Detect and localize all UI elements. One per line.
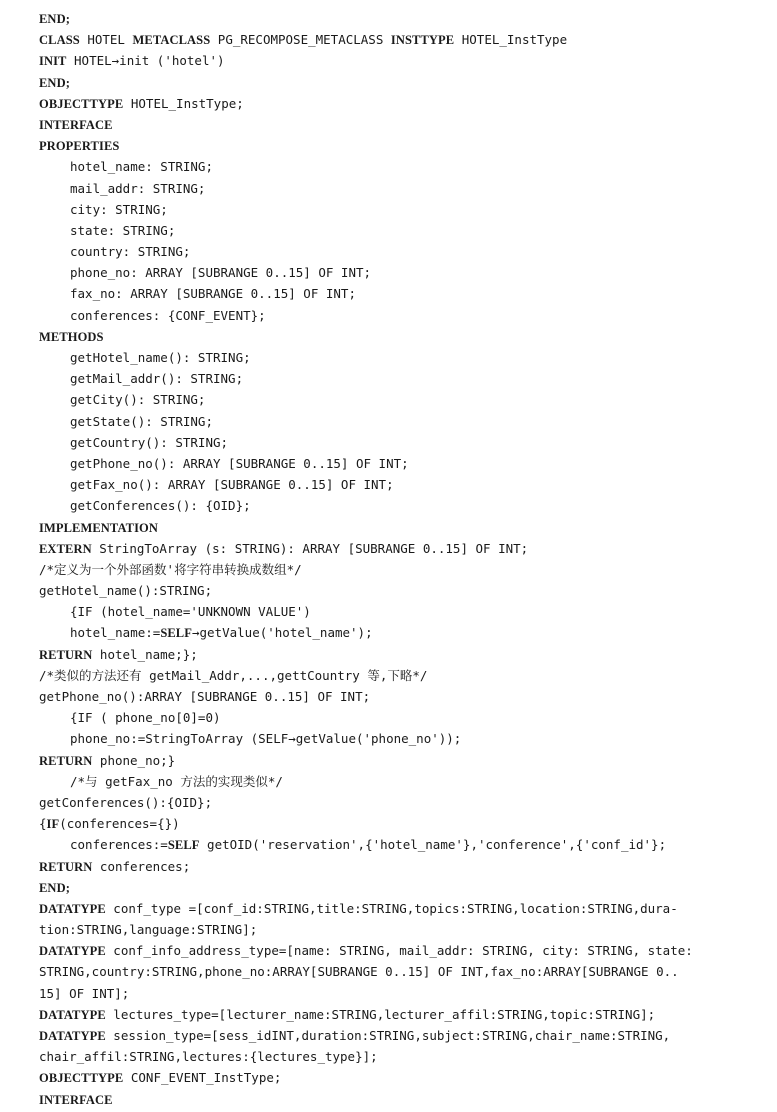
- code-line: [39, 178, 755, 199]
- code-text: getConferences(): {OID};: [70, 498, 251, 514]
- code-line: [39, 8, 755, 29]
- keyword: SELF: [167, 838, 200, 853]
- code-line: [39, 389, 755, 410]
- code-line: [39, 919, 755, 940]
- code-line: [39, 771, 755, 792]
- code-line: [39, 580, 755, 601]
- code-text: STRING,country:STRING,phone_no:ARRAY[SUBRANGE 0..15] OF INT,fax_no:ARRAY[SUBRANGE 0..: [39, 964, 679, 980]
- keyword: INSTTYPE: [390, 33, 455, 48]
- code-text: tion:STRING,language:STRING];: [39, 922, 258, 938]
- code-text: CONF_EVENT_InstType;: [123, 1070, 282, 1086]
- code-line: [39, 93, 755, 114]
- code-text: phone_no;}: [92, 752, 176, 768]
- code-line: [39, 813, 755, 834]
- keyword: RETURN: [39, 753, 93, 768]
- code-line: [39, 241, 755, 262]
- code-text: getHotel_name():STRING;: [39, 583, 213, 599]
- keyword: RETURN: [39, 647, 93, 662]
- code-text: getPhone_no():ARRAY [SUBRANGE 0..15] OF INT;: [39, 689, 371, 704]
- code-line: [39, 728, 755, 749]
- keyword: EXTERN: [39, 541, 92, 556]
- code-line: [39, 495, 755, 516]
- keyword: INTERFACE: [39, 117, 113, 132]
- code-text: HOTEL: [79, 32, 133, 48]
- code-line: [39, 750, 755, 771]
- code-line: [39, 156, 755, 177]
- code-line: [39, 856, 755, 877]
- code-line: [39, 262, 755, 283]
- code-line: [39, 559, 755, 580]
- code-text: getHotel_name(): STRING;: [70, 350, 251, 365]
- code-line: [39, 29, 755, 50]
- code-text: chair_affil:STRING,lectures:{lectures_type}];: [39, 1049, 378, 1065]
- code-text: mail_addr: STRING;: [70, 180, 206, 196]
- keyword: END;: [39, 12, 70, 26]
- keyword: INTERFACE: [39, 1092, 113, 1107]
- code-text: conf_type =[conf_id:STRING,title:STRING,topics:STRING,location:STRING,dura-: [105, 900, 678, 916]
- keyword: METACLASS: [132, 33, 211, 48]
- code-text: getState(): STRING;: [70, 413, 213, 429]
- keyword: INIT: [39, 54, 67, 69]
- code-line: [39, 601, 755, 622]
- code-text: hotel_name;};: [92, 646, 198, 662]
- code-line: [39, 1089, 755, 1110]
- code-text: {IF ( phone_no[0]=0): [70, 710, 221, 726]
- code-line: [39, 1004, 755, 1025]
- code-line: [39, 622, 755, 643]
- code-text: conferences:=: [70, 837, 168, 853]
- code-line: [39, 707, 755, 728]
- code-text: (conferences={}): [59, 816, 180, 832]
- code-text: hotel_name:=: [70, 625, 161, 641]
- keyword: IF: [46, 817, 60, 832]
- code-text: getFax_no(): ARRAY [SUBRANGE 0..15] OF INT;: [70, 477, 394, 493]
- code-text: getPhone_no(): ARRAY [SUBRANGE 0..15] OF INT;: [70, 455, 409, 471]
- keyword: PROPERTIES: [39, 139, 120, 154]
- code-text: HOTEL_InstType: [454, 32, 568, 48]
- code-line: [39, 347, 755, 368]
- code-line: [39, 432, 755, 453]
- code-text: StringToArray (s: STRING): ARRAY [SUBRANGE 0..15] OF INT;: [91, 540, 529, 556]
- code-text: 15] OF INT];: [39, 985, 130, 1001]
- keyword: RETURN: [39, 859, 93, 874]
- code-line: [39, 114, 755, 135]
- code-line: [39, 453, 755, 474]
- code-line: [39, 538, 755, 559]
- keyword: END;: [39, 880, 70, 895]
- code-line: [39, 877, 755, 898]
- code-text: country: STRING;: [70, 244, 191, 260]
- code-line: [39, 220, 755, 241]
- code-text: /*与 getFax_no 方法的实现类似*/: [70, 773, 283, 789]
- code-line: [39, 961, 755, 982]
- code-text: hotel_name: STRING;: [70, 159, 213, 175]
- keyword: DATATYPE: [39, 901, 106, 916]
- code-line: [39, 326, 755, 347]
- code-line: [39, 135, 755, 156]
- keyword: METHODS: [39, 329, 104, 344]
- keyword: OBJECTTYPE: [39, 1071, 124, 1086]
- code-listing: [39, 8, 755, 1110]
- code-line: [39, 305, 755, 326]
- code-line: [39, 517, 755, 538]
- keyword: DATATYPE: [39, 1007, 106, 1022]
- code-text: phone_no:=StringToArray (SELF→getValue('phone_no'));: [70, 731, 462, 747]
- code-line: [39, 411, 755, 432]
- keyword: END;: [39, 75, 70, 90]
- code-text: state: STRING;: [70, 222, 176, 238]
- keyword: SELF: [160, 626, 192, 641]
- code-text: getConferences():{OID};: [39, 794, 213, 810]
- code-line: [39, 686, 755, 707]
- code-line: [39, 898, 755, 919]
- code-line: [39, 940, 755, 961]
- code-text: /*定义为一个外部函数'将字符串转换成数组*/: [39, 561, 302, 577]
- keyword: DATATYPE: [39, 1029, 106, 1043]
- code-line: [39, 665, 755, 686]
- code-line: [39, 644, 755, 665]
- code-line: [39, 474, 755, 495]
- code-line: [39, 50, 755, 71]
- code-text: lectures_type=[lecturer_name:STRING,lecturer_affil:STRING,topic:STRING];: [105, 1006, 656, 1022]
- code-line: [39, 72, 755, 93]
- code-text: getCountry(): STRING;: [70, 434, 229, 450]
- code-text: /*类似的方法还有 getMail_Addr,...,gettCountry 等,下略*/: [39, 667, 428, 683]
- code-line: [39, 199, 755, 220]
- code-line: [39, 1025, 755, 1046]
- code-text: session_type=[sess_idINT,duration:STRING,subject:STRING,chair_name:STRING,: [105, 1028, 671, 1043]
- keyword: OBJECTTYPE: [39, 96, 124, 111]
- keyword: IMPLEMENTATION: [39, 520, 158, 535]
- code-line: [39, 834, 755, 855]
- code-line: [39, 792, 755, 813]
- code-line: [39, 1046, 755, 1067]
- keyword: DATATYPE: [39, 944, 106, 959]
- code-text: city: STRING;: [70, 201, 168, 217]
- code-text: getCity(): STRING;: [70, 392, 206, 408]
- code-text: {IF (hotel_name='UNKNOWN VALUE'): [70, 604, 311, 620]
- code-line: [39, 283, 755, 304]
- keyword: CLASS: [39, 33, 80, 48]
- code-text: conferences: {CONF_EVENT};: [70, 307, 266, 323]
- code-text: HOTEL_InstType;: [123, 95, 244, 111]
- code-text: conf_info_address_type=[name: STRING, mail_addr: STRING, city: STRING, state:: [105, 943, 693, 959]
- code-text: {: [39, 816, 47, 832]
- code-line: [39, 1067, 755, 1088]
- code-text: phone_no: ARRAY [SUBRANGE 0..15] OF INT;: [70, 265, 372, 281]
- code-text: PG_RECOMPOSE_METACLASS: [210, 32, 391, 48]
- code-text: getOID('reservation',{'hotel_name'},'conference',{'conf_id'};: [199, 837, 667, 853]
- code-line: [39, 368, 755, 389]
- code-text: conferences;: [92, 858, 191, 874]
- code-text: getMail_addr(): STRING;: [70, 371, 244, 387]
- code-line: [39, 983, 755, 1004]
- code-text: HOTEL→init ('hotel'): [66, 53, 225, 69]
- code-text: fax_no: ARRAY [SUBRANGE 0..15] OF INT;: [70, 286, 356, 302]
- code-text: →getValue('hotel_name');: [191, 625, 373, 641]
